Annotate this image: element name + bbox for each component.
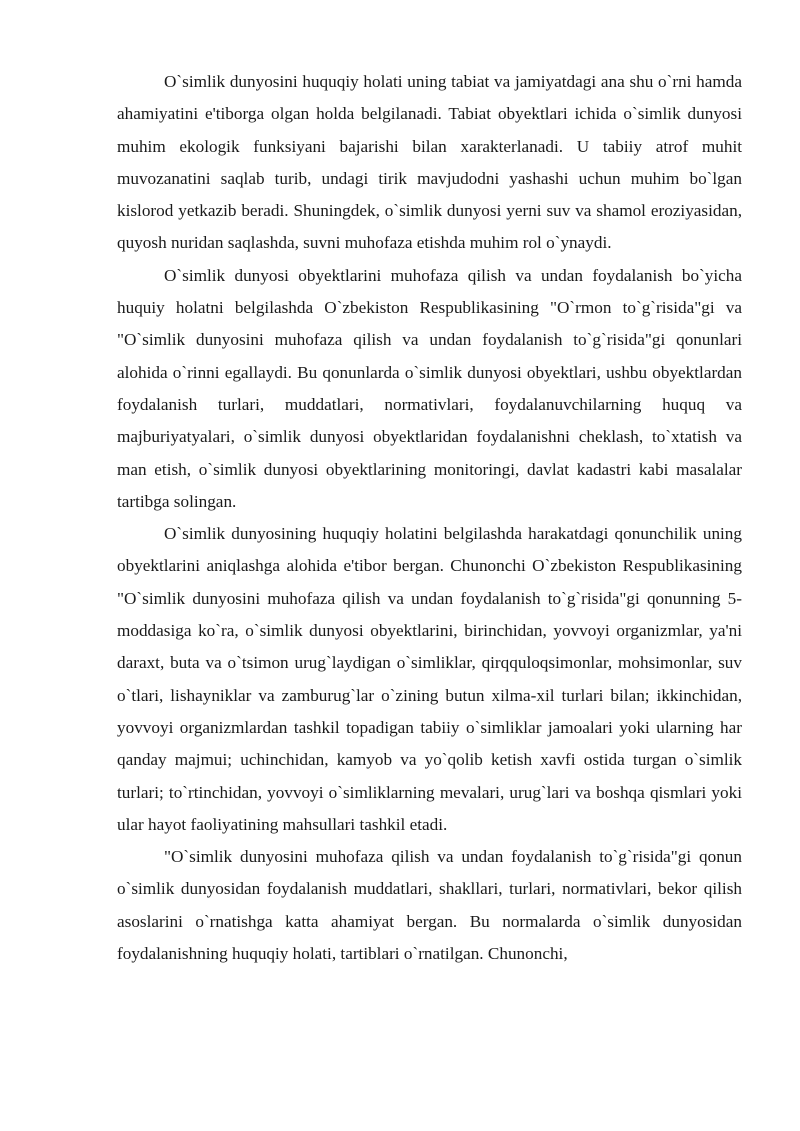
paragraph: O`simlik dunyosini huquqiy holati uning tabiat va jamiyatdagi ana shu o`rni hamda ahamiyatini e'tiborga olgan holda belgilanadi. Tabiat obyektlari ichida o`simlik dunyosi muhim ekologik funksiyani bajarishi bilan xarakterlanadi. U tabiiy atrof muhit muvozanatini saqlab turib, undagi tirik mavjudodni yashashi uchun muhim bo`lgan kislorod yetkazib beradi. Shuningdek, o`simlik dunyosi yerni suv va shamol eroziyasidan, quyosh nuridan saqlashda, suvni muhofaza etishda muhim rol o`ynaydi. xyxy=(117,72,742,253)
paragraph: O`simlik dunyosining huquqiy holatini belgilashda harakatdagi qonunchilik uning obyektlarini aniqlashga alohida e'tibor bergan. Chunonchi O`zbekiston Respublikasining "O`simlik dunyosini muhofaza qilish va undan foydalanish to`g`risida"gi qonunning 5-moddasiga ko`ra, o`simlik dunyosi obyektlarini, birinchidan, yovvoyi organizmlar, ya'ni daraxt, buta va o`tsimon urug`laydigan o`simliklar, qirqquloqsimonlar, mohsimonlar, suv o`tlari, lishayniklar va zamburug`lar o`zining butun xilma-xil turlari bilan; ikkinchidan, yovvoyi organizmlardan tashkil topadigan tabiiy o`simliklar jamoalari yoki ularning har qanday majmui; uchinchidan, kamyob va yo`qolib ketish xavfi ostida turgan o`simlik turlari; to`rtinchidan, yovvoyi o`simliklarning mevalari, urug`lari va boshqa qismlari yoki ular hayot faoliyatining mahsullari tashkil etadi. xyxy=(117,524,742,834)
paragraph: O`simlik dunyosi obyektlarini muhofaza qilish va undan foydalanish bo`yicha huquiy holatni belgilashda O`zbekiston Respublikasining "O`rmon to`g`risida"gi va "O`simlik dunyosini muhofaza qilish va undan foydalanish to`g`risida"gi qonunlari alohida o`rinni egallaydi. Bu qonunlarda o`simlik dunyosi obyektlari, ushbu obyektlardan foydalanish turlari, muddatlari, normativlari, foydalanuvchilarning huquq va majburiyatyalari, o`simlik dunyosi obyektlaridan foydalanishni cheklash, to`xtatish va man etish, o`simlik dunyosi obyektlarining monitoringi, davlat kadastri kabi masalalar tartibga solingan. xyxy=(117,265,742,511)
document-page xyxy=(117,66,742,970)
paragraph: "O`simlik dunyosini muhofaza qilish va undan foydalanish to`g`risida"gi qonun o`simlik dunyosidan foydalanish muddatlari, shakllari, turlari, normativlari, bekor qilish asoslarini o`rnatishga katta ahamiyat bergan. Bu normalarda o`simlik dunyosidan foydalanishning huquqiy holati, tartiblari o`rnatilgan. Chunonchi, xyxy=(117,847,742,964)
